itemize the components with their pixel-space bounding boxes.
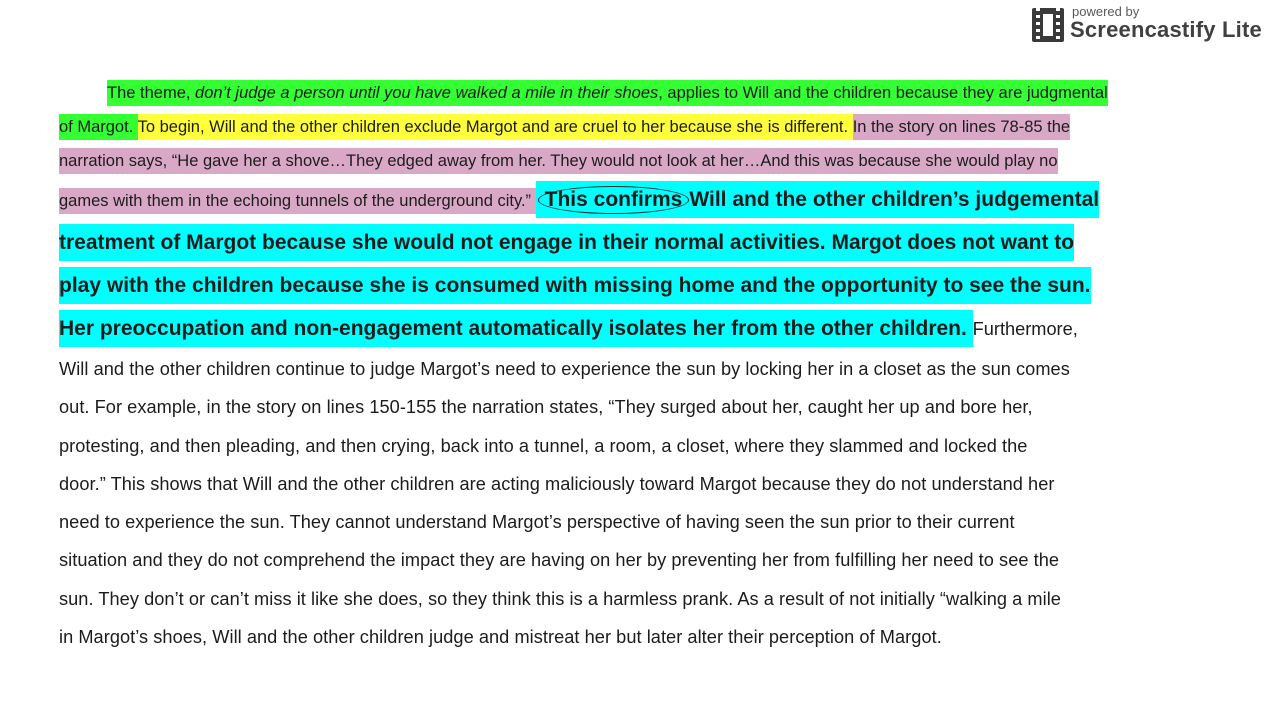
paragraph-line (59, 76, 1241, 110)
cyan-highlight-text: treatment of Margot because she would not engage in their normal activities. Margot does not want to (59, 224, 1074, 261)
pink-highlight-text: narration says, “He gave her a shove…They edged away from her. They would not look at her…And this was because she would play no (59, 148, 1058, 174)
screencastify-watermark (1030, 4, 1276, 44)
paragraph-line: in Margot’s shoes, Will and the other children judge and mistreat her but later alter their perception of Margot. (59, 627, 942, 648)
paragraph-line: sun. They don’t or can’t miss it like she does, so they think this is a harmless prank. As a result of not initially “walking a mile (59, 588, 1061, 609)
essay-paragraph (59, 76, 1241, 656)
paragraph-line (59, 110, 1241, 144)
paragraph-line: situation and they do not comprehend the impact they are having on her by preventing her from fulfilling her need to see the (59, 550, 1060, 571)
paragraph-line: door.” This shows that Will and the other children are acting maliciously toward Margot because they do not understand her (59, 473, 1055, 494)
watermark-brand: Screencastify Lite (1070, 17, 1262, 42)
paragraph-line (59, 264, 1241, 307)
theme-italic: don’t judge a person until you have walked a mile in their shoes (195, 84, 659, 102)
pink-highlight-text: games with them in the echoing tunnels of the underground city.” (59, 188, 536, 214)
green-highlight-text: of Margot. (59, 114, 138, 140)
circled-phrase: This confirms (538, 186, 690, 214)
pink-highlight-text: In the story on lines 78-85 the (853, 114, 1070, 140)
paragraph-line: protesting, and then pleading, and then crying, back into a tunnel, a room, a closet, where they slammed and locked the (59, 435, 1028, 456)
yellow-highlight-text: To begin, Will and the other children exclude Margot and are cruel to her because she is different. (138, 114, 853, 140)
cyan-highlight-text: play with the children because she is consumed with missing home and the opportunity to see the sun. (59, 267, 1091, 304)
paragraph-line (59, 178, 1241, 221)
plain-text: Furthermore, (972, 319, 1078, 339)
green-highlight-text: The theme, don’t judge a person until you have walked a mile in their shoes, applies to Will and the children because they are judgmental (107, 80, 1108, 106)
paragraph-line (59, 221, 1241, 264)
paragraph-line (59, 144, 1241, 178)
film-strip-icon (1032, 8, 1064, 42)
paragraph-line: Will and the other children continue to judge Margot’s need to experience the sun by locking her in a closet as the sun comes (59, 359, 1070, 379)
paragraph-line: need to experience the sun. They cannot understand Margot’s perspective of having seen the sun prior to their current (59, 512, 1015, 533)
paragraph-line (59, 307, 1241, 350)
cyan-highlight-text: This confirmsWill and the other children’s judgemental (536, 181, 1099, 218)
cyan-highlight-text: Her preoccupation and non-engagement automatically isolates her from the other children. (59, 310, 973, 347)
paragraph-line: out. For example, in the story on lines 150-155 the narration states, “They surged about her, caught her up and bore her, (59, 397, 1033, 418)
watermark-powered-by: powered by (1072, 4, 1140, 19)
